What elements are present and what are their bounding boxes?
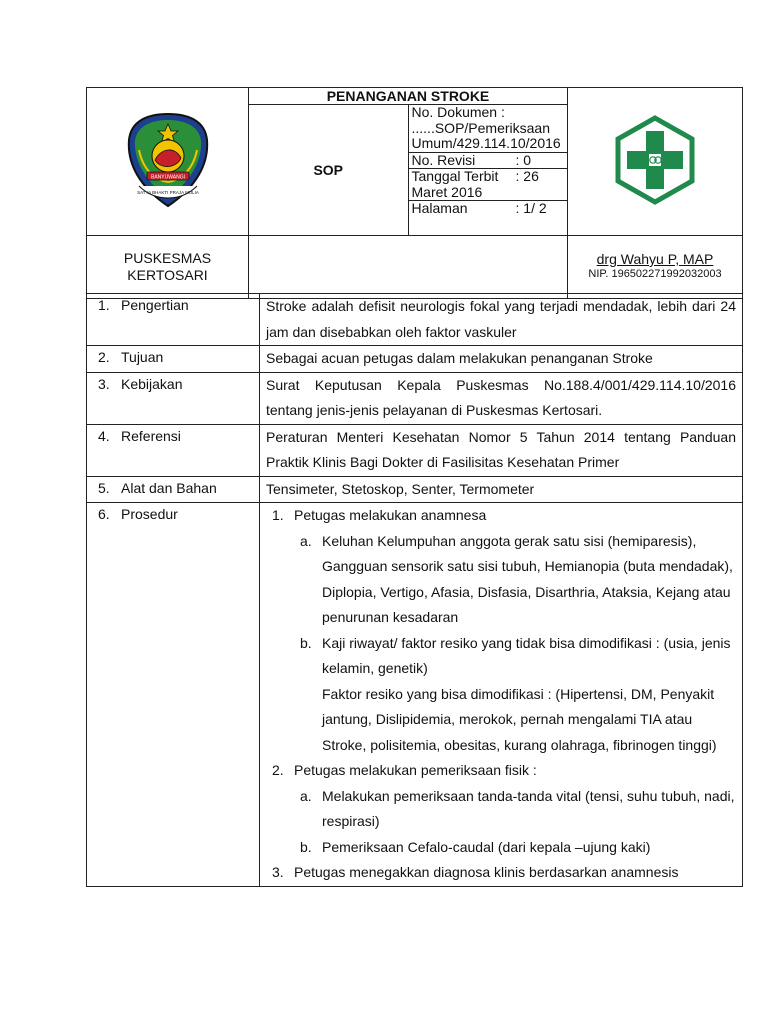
logo-motto-text: SATYA BHAKTI PRAJA MULIA [136,190,199,195]
section-row-kebijakan [87,372,743,424]
section-label-text: Referensi [121,427,181,444]
issue-date-value: : 26 Maret 2016 [411,168,539,200]
section-content-referensi: Peraturan Menteri Kesehatan Nomor 5 Tahun 2014 tentang Panduan Praktik Klinis Bagi Dokter di Fasilisitas Kesehatan Primer [260,424,743,476]
section-label-kebijakan [87,372,260,424]
doc-number-value-2: Umum/429.114.10/2016 [408,136,568,152]
sop-header-table [86,87,743,299]
issue-date-row [408,169,568,201]
section-number: 3. [98,375,110,392]
section-number: 1. [98,297,110,313]
section-label-referensi [87,424,260,476]
sop-content-table [86,293,743,887]
section-number: 4. [98,427,110,444]
section-label-pengertian [87,294,260,346]
procedure-step-text: Petugas menegakkan diagnosa klinis berdasarkan anamnesis [294,864,679,880]
section-row-tujuan [87,346,743,373]
section-label-text: Pengertian [121,297,189,313]
procedure-step-2: 2. Petugas melakukan pemeriksaan fisik : [272,762,537,778]
procedure-step-2a: a. Melakukan pemeriksaan tanda-tanda vital (tensi, suhu tubuh, nadi, respirasi) [266,784,736,835]
section-label-text: Alat dan Bahan [121,479,217,496]
regency-logo-cell [87,88,249,236]
doc-number-value-1: ......SOP/Pemeriksaan [408,121,568,137]
procedure-step-text: Petugas melakukan anamnesa [294,507,487,523]
revision-value: : 0 [515,151,532,168]
procedure-step-3: 3. Petugas menegakkan diagnosa klinis berdasarkan anamnesis [272,864,679,880]
section-row-prosedur [87,503,743,887]
procedure-step-2b: b. Pemeriksaan Cefalo-caudal (dari kepala –ujung kaki) [266,835,736,861]
signature-block [568,236,743,299]
section-content-alat: Tensimeter, Stetoskop, Senter, Termometer [260,476,743,503]
revision-label: No. Revisi [411,151,476,168]
section-label-text: Kebijakan [121,375,183,392]
org-line-2: KERTOSARI [127,267,208,283]
procedure-step-1a: a. Keluhan Kelumpuhan anggota gerak satu sisi (hemiparesis), Gangguan sensorik satu sisi tubuh, Hemianopia (buta mendadak), Diplopia, Vertigo, Afasia, Disfasia, Disarthria, Ataksia, Kejang atau penurunan kesadaran [266,529,736,631]
revision-row [408,152,568,169]
procedure-step-text: Melakukan pemeriksaan tanda-tanda vital (tensi, suhu tubuh, nadi, respirasi) [322,787,735,829]
section-label-text: Prosedur [121,506,178,522]
procedure-step-1b: b. Kaji riwayat/ faktor resiko yang tidak bisa dimodifikasi : (usia, jenis kelamin, genetik) [266,631,736,682]
procedure-step-text: Petugas melakukan pemeriksaan fisik : [294,762,537,778]
puskesmas-logo-cell [568,88,743,236]
procedure-step-1: 1. Petugas melakukan anamnesa [272,507,487,523]
document-title: PENANGANAN STROKE [249,88,568,105]
procedure-step-text: Pemeriksaan Cefalo-caudal (dari kepala –ujung kaki) [322,838,651,855]
page-row [408,201,568,236]
issue-date-label: Tanggal Terbit [411,168,499,184]
sop-label: SOP [249,105,409,236]
section-content-prosedur [260,503,743,887]
section-content-pengertian: Stroke adalah defisit neurologis fokal yang terjadi mendadak, lebih dari 24 jam dan disebabkan oleh faktor vaskuler [260,294,743,346]
section-label-tujuan [87,346,260,373]
logo-banner-text: BANYUWANGI [150,174,185,181]
section-row-alat [87,476,743,503]
empty-middle-cell [249,236,568,299]
organization-name [87,236,249,299]
section-label-alat [87,476,260,503]
section-content-kebijakan: Surat Keputusan Kepala Puskesmas No.188.4/001/429.114.10/2016 tentang jenis-jenis pelayanan di Puskesmas Kertosari. [260,372,743,424]
signer-nip: NIP. 196502271992032003 [588,268,722,280]
doc-number-label: No. Dokumen : [408,105,568,121]
section-number: 6. [98,506,110,522]
procedure-step-text: Kaji riwayat/ faktor resiko yang tidak bisa dimodifikasi : (usia, jenis kelamin, genetik) [322,634,731,676]
signer-name: drg Wahyu P, MAP [596,251,714,267]
section-number: 2. [98,349,110,365]
procedure-step-text: Keluhan Kelumpuhan anggota gerak satu sisi (hemiparesis), Gangguan sensorik satu sisi tubuh, Hemianopia (buta mendadak), Diplopia, Vertigo, Afasia, Disfasia, Disarthria, Ataksia, Kejang atau penurunan kesadaran [322,532,733,625]
section-label-text: Tujuan [121,349,164,365]
org-line-1: PUSKESMAS [123,250,212,266]
page-value: : 1/ 2 [515,200,547,216]
section-row-referensi [87,424,743,476]
section-row-pengertian [87,294,743,346]
section-label-prosedur [87,503,260,887]
page-label: Halaman [411,200,468,216]
section-content-tujuan: Sebagai acuan petugas dalam melakukan penanganan Stroke [260,346,743,373]
procedure-step-1b-continued: Faktor resiko yang bisa dimodifikasi : (Hipertensi, DM, Penyakit jantung, Dislipidemia, merokok, pernah mengalami TIA atau Stroke, polisitemia, obesitas, kurang olahraga, fibrinogen tinggi) [322,685,717,753]
banyuwangi-regency-logo-icon [125,110,211,210]
puskesmas-logo-icon [614,115,696,205]
section-number: 5. [98,479,110,496]
